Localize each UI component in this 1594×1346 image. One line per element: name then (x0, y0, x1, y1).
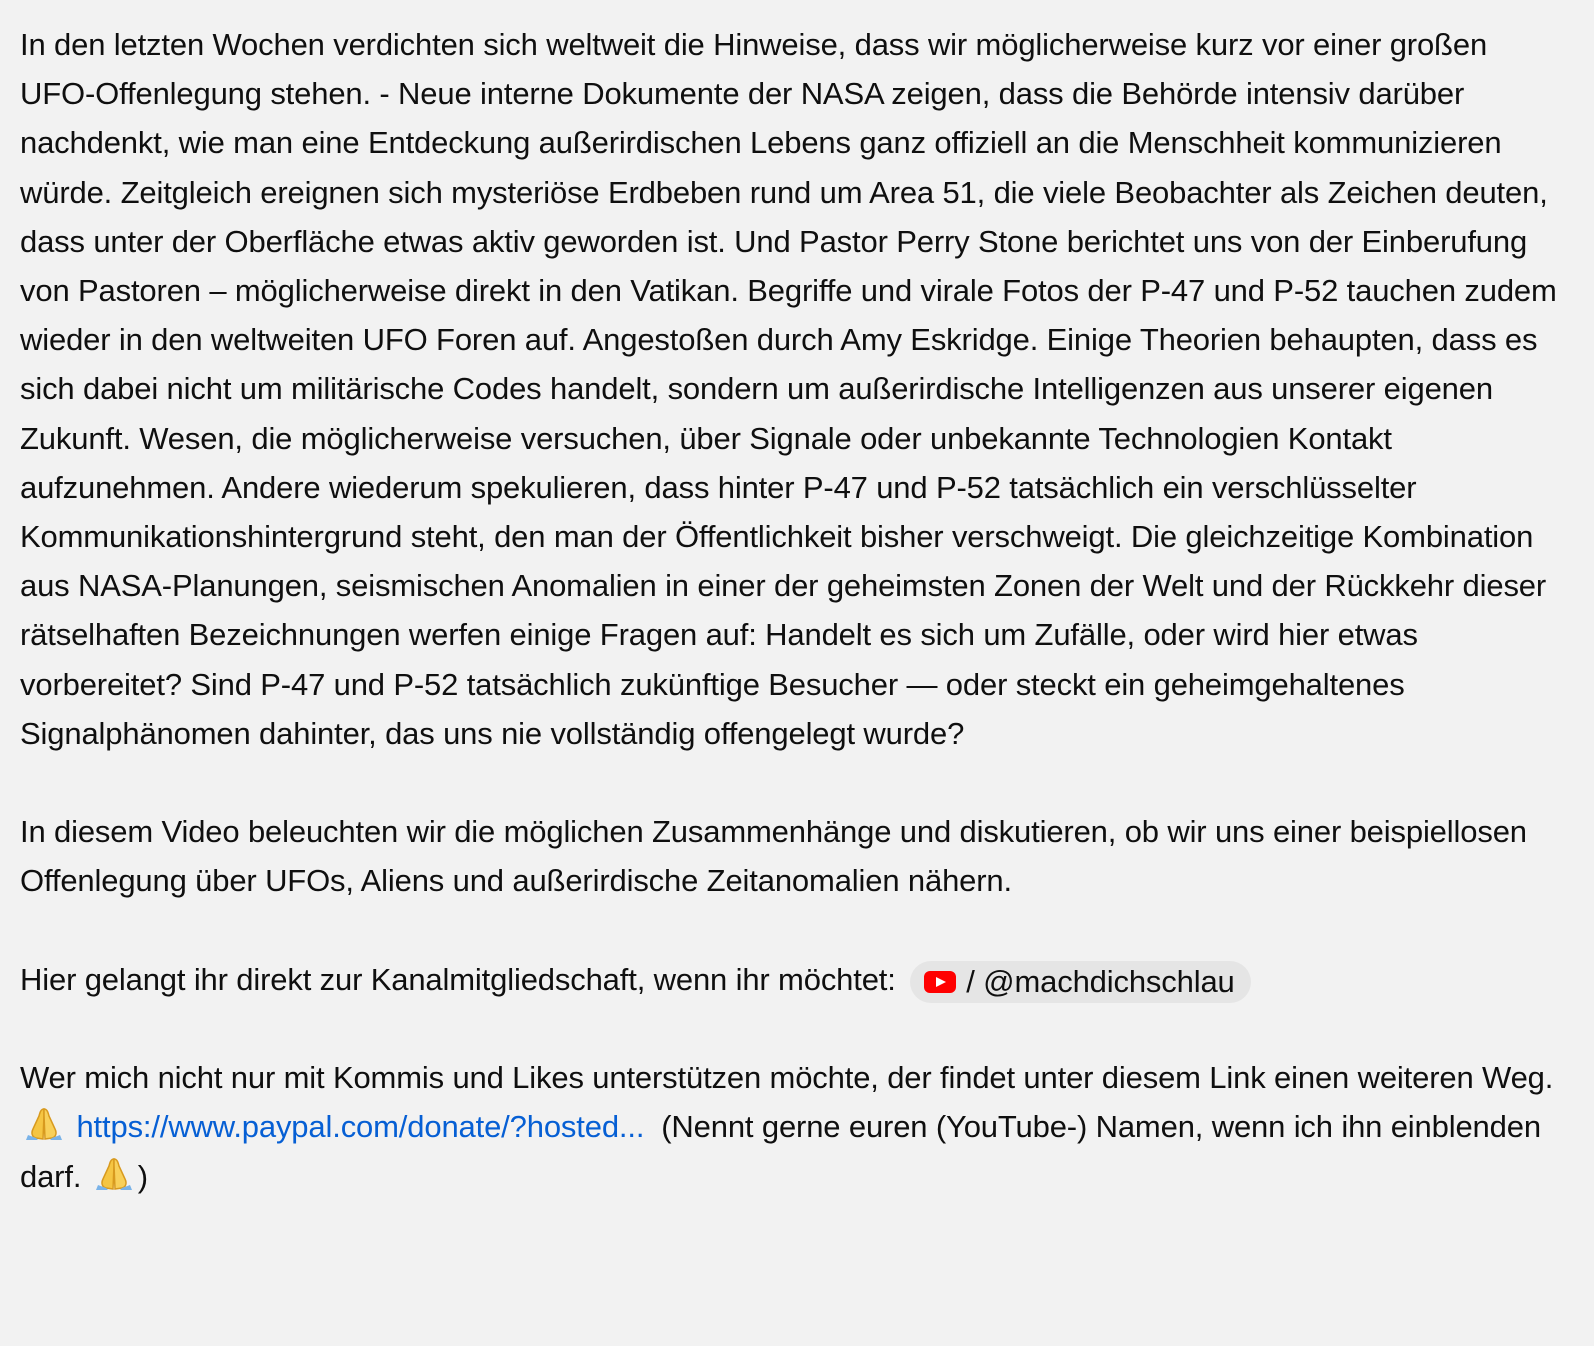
folded-hands-icon (94, 1155, 134, 1191)
channel-chip-label: / @machdichschlau (966, 964, 1235, 1000)
description-paragraph-membership (20, 955, 1560, 1004)
folded-hands-icon (24, 1105, 64, 1141)
description-paragraph-intro: In den letzten Wochen verdichten sich weltweit die Hinweise, dass wir möglicherweise kurz vor einer großen UFO-Offenlegung stehen. - Neue interne Dokumente der NASA zeigen, dass die Behörde intensiv darüber nachdenkt, wie man eine Entdeckung außerirdischen Lebens ganz offiziell an die Menschheit kommunizieren würde. Zeitgleich ereignen sich mysteriöse Erdbeben rund um Area 51, die viele Beobachter als Zeichen deuten, dass unter der Oberfläche etwas aktiv geworden ist. Und Pastor Perry Stone berichtet uns von der Einberufung von Pastoren – möglicherweise direkt in den Vatikan. Begriffe und virale Fotos der P-47 und P-52 tauchen zudem wieder in den weltweiten UFO Foren auf. Angestoßen durch Amy Eskridge. Einige Theorien behaupten, dass es sich dabei nicht um militärische Codes handelt, sondern um außerirdische Intelligenzen aus unserer eigenen Zukunft. Wesen, die möglicherweise versuchen, über Signale oder unbekannte Technologien Kontakt aufzunehmen. Andere wiederum spekulieren, dass hinter P-47 und P-52 tatsächlich ein verschlüsselter Kommunikationshintergrund steht, den man der Öffentlichkeit bisher verschweigt. Die gleichzeitige Kombination aus NASA-Planungen, seismischen Anomalien in einer der geheimsten Zonen der Welt und der Rückkehr dieser rätselhaften Bezeichnungen werfen einige Fragen auf: Handelt es sich um Zufälle, oder wird hier etwas vorbereitet? Sind P-47 und P-52 tatsächlich zukünftige Besucher — oder steckt ein geheimgehaltenes Signalphänomen dahinter, das uns nie vollständig offengelegt wurde? (20, 27, 1557, 751)
membership-text: Hier gelangt ihr direkt zur Kanalmitgliedschaft, wenn ihr möchtet: (20, 961, 896, 997)
video-description (20, 20, 1560, 1201)
description-paragraph-summary: In diesem Video beleuchten wir die möglichen Zusammenhänge und diskutieren, ob wir uns einer beispiellosen Offenlegung über UFOs, Aliens und außerirdische Zeitanomalien nähern. (20, 814, 1527, 899)
paypal-donate-link[interactable]: https://www.paypal.com/donate/?hosted... (76, 1109, 645, 1145)
youtube-icon (924, 971, 956, 993)
channel-chip-link[interactable] (910, 961, 1250, 1003)
closing-paren: ) (137, 1158, 148, 1194)
donate-text-after: (Nennt gerne euren (YouTube-) Namen, wenn ich ihn einblenden darf. (20, 1109, 1541, 1194)
description-paragraph-donate (20, 1053, 1560, 1201)
donate-text-before: Wer mich nicht nur mit Kommis und Likes unterstützen möchte, der findet unter diesem Link einen weiteren Weg. (20, 1060, 1554, 1096)
